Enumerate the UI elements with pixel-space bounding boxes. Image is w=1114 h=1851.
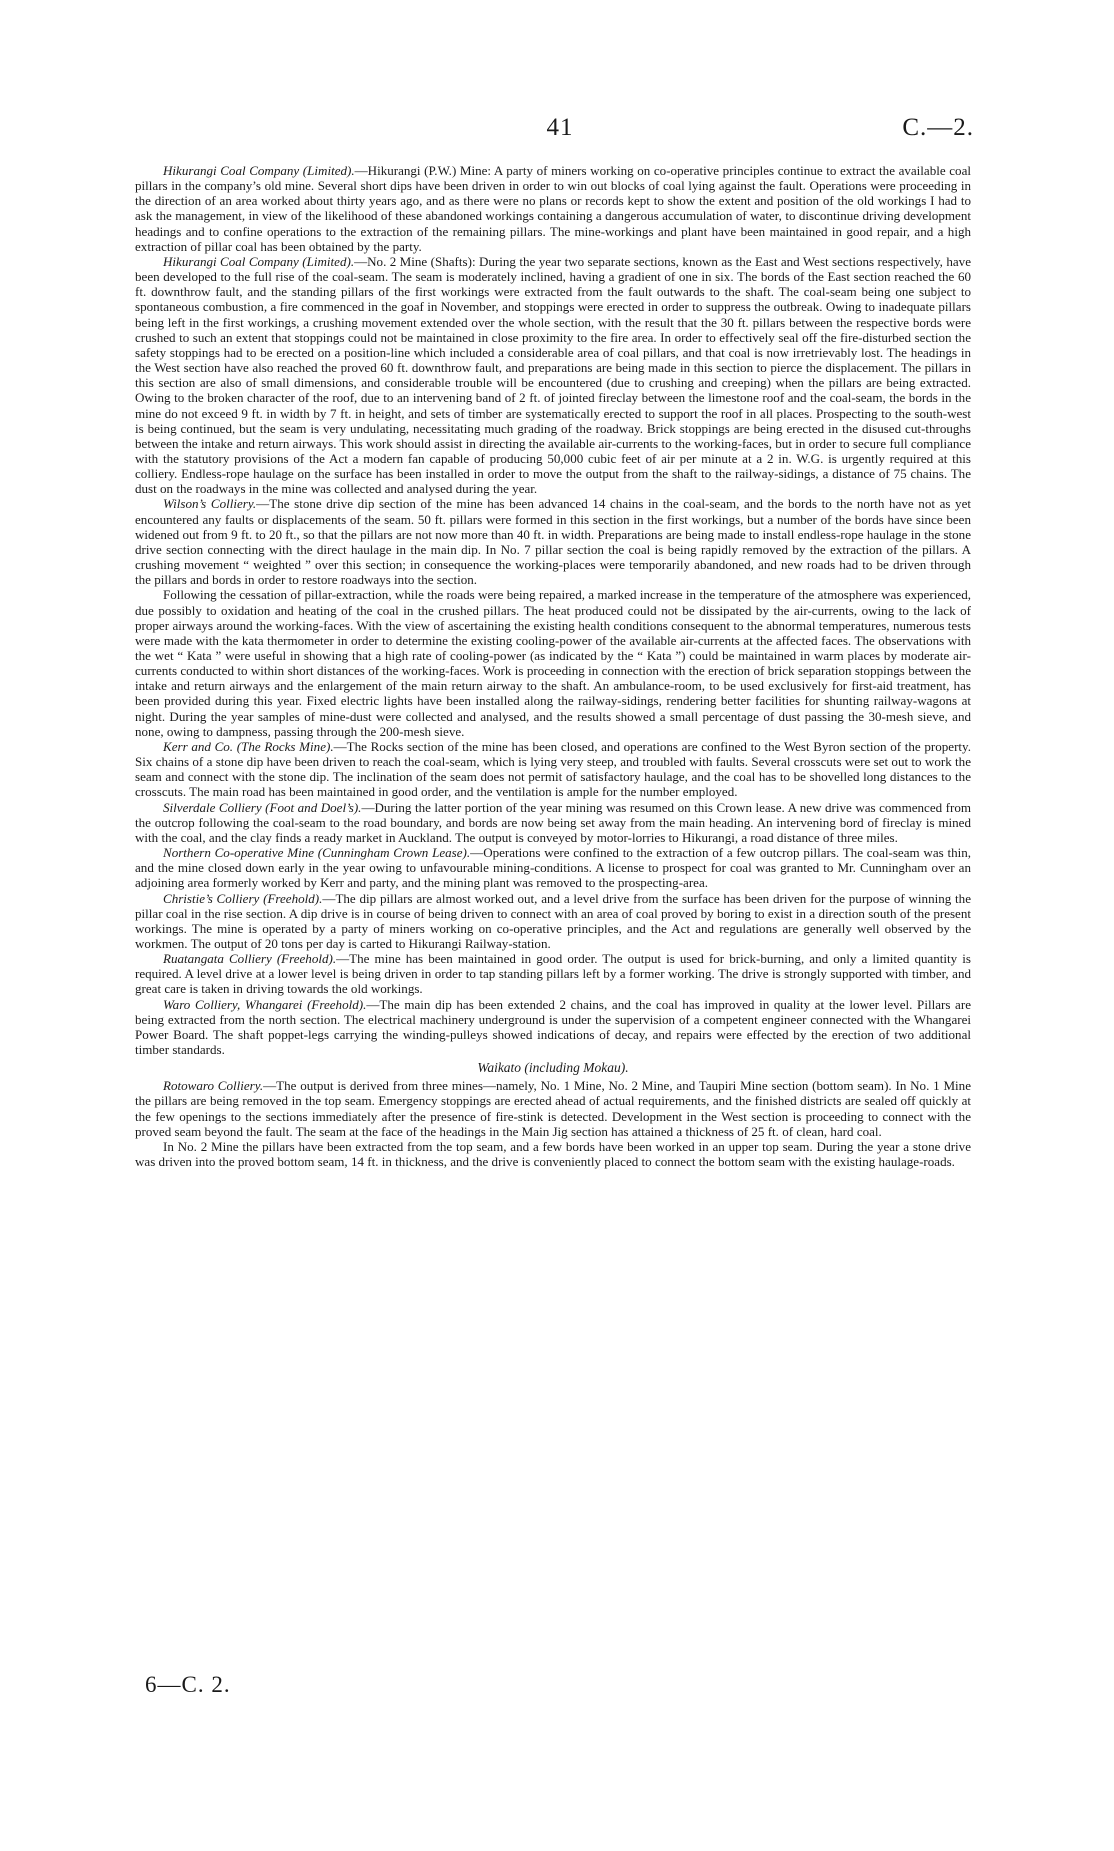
- paragraph-text: —No. 2 Mine (Shafts): During the year two separate sections, known as the East and West sections respectively, have been developed to the full rise of the coal-seam. The seam is moderately inclined, having a gradient of one in six. The bords of the East section reached the 60 ft. downthrow fault, and the standing pillars of the first workings were extracted from the fault outwards to the shaft. The coal-seam being one subject to spontaneous combustion, a fire commenced in the goaf in November, and stoppings were erected in order to suppress the outbreak. Owing to inadequate pillars being left in the first workings, a crushing movement extended over the whole section, with the result that the 30 ft. pillars between the respective bords were crushed to such an extent that stoppings could not be maintained in close proximity to the fire area. In order to effectively seal off the fire-disturbed section the safety stoppings had to be erected on a position-line which included a considerable area of coal pillars, and that coal is now irretrievably lost. The headings in the West section have also reached the proved 60 ft. downthrow fault, and preparations are being made in this section to pierce the displacement. The pillars in this section are also of small dimensions, and considerable trouble will be encountered (due to crushing and creeping) when the pillars are being extracted. Owing to the broken character of the roof, due to an intervening band of 2 ft. of jointed fireclay between the limestone roof and the coal-seam, the bords in the mine do not exceed 9 ft. in width by 7 ft. in height, and sets of timber are systematically erected to support the roof in all places. Prospecting to the south-west is being continued, but the seam is very undulating, necessitating much grading of the roadway. Brick stoppings are being erected in the disused cut-throughs between the intake and return airways. This work should assist in directing the available air-currents to the working-faces, but in order to secure full compliance with the statutory provisions of the Act a modern fan capable of producing 50,000 cubic feet of air per minute at a 2 in. W.G. is urgently required at this colliery. Endless-rope haulage on the surface has been installed in order to move the output from the shaft to the railway-sidings, a distance of 75 chains. The dust on the roadways in the mine was collected and analysed during the year.: [135, 253, 971, 497]
- paragraph-lead: Rotowaro Colliery.: [163, 1078, 264, 1094]
- paragraph-text: —The output is derived from three mines—namely, No. 1 Mine, No. 2 Mine, and Taupiri Mine section (bottom seam). In No. 1 Mine the pillars are being removed in the top seam. Emergency stoppings are erected ahead of actual requirements, and the finished districts are sealed off quickly at the few openings to the sections immediately after the presence of fire-stink is detected. Development in the West section is proceeding to connect with the proved seam beyond the fault. The seam at the face of the headings in the Main Jig section has attained a thickness of 25 ft. of clean, hard coal.: [135, 1078, 971, 1139]
- paragraph-text: In No. 2 Mine the pillars have been extracted from the top seam, and a few bords have been worked in an upper top seam. During the year a stone drive was driven into the proved bottom seam, 14 ft. in thickness, and the drive is conveniently placed to connect the bottom seam with the existing haulage-roads.: [135, 1138, 971, 1169]
- paragraph: [135, 1139, 971, 1169]
- paragraph-lead: Northern Co-operative Mine (Cunningham Crown Lease).: [163, 845, 471, 861]
- document-reference: C.—2.: [902, 114, 974, 141]
- paragraph: [135, 496, 971, 587]
- paragraph: [135, 845, 971, 890]
- paragraph-lead: Hikurangi Coal Company (Limited).: [163, 253, 355, 269]
- paragraph: [135, 800, 971, 845]
- paragraph: [135, 891, 971, 952]
- paragraph-text: —The dip pillars are almost worked out, and a level drive from the surface has been driven for the purpose of winning the pillar coal in the rise section. A dip drive is in course of being driven to connect with an area of coal proved by boring to exist in a direction south of the present workings. The mine is operated by a party of miners working on co-operative principles, and the Act and regulations are generally well observed by the workmen. The output of 20 tons per day is carted to Hikurangi Railway-station.: [135, 890, 971, 951]
- report-body: [135, 163, 971, 1169]
- paragraph: [135, 739, 971, 800]
- paragraph-lead: Kerr and Co. (The Rocks Mine).: [163, 738, 334, 754]
- paragraph-text: —During the latter portion of the year mining was resumed on this Crown lease. A new drive was commenced from the outcrop following the coal-seam to the road boundary, and bords are now being set away from the main heading. An intervening bord of fireclay is mined with the coal, and the clay finds a ready market in Auckland. The output is conveyed by motor-lorries to Hikurangi, a road distance of three miles.: [135, 799, 971, 845]
- paragraph-text: —The mine has been maintained in good order. The output is used for brick-burning, and only a limited quantity is required. A level drive at a lower level is being driven in order to tap standing pillars left by a former working. The drive is strongly supported with timber, and great care is taken in driving towards the old workings.: [135, 951, 971, 997]
- page-number: 41: [546, 114, 574, 141]
- paragraph-lead: Christie’s Colliery (Freehold).: [163, 890, 323, 906]
- paragraph-lead: Silverdale Colliery (Foot and Doel’s).: [163, 799, 362, 815]
- paragraph: [135, 951, 971, 996]
- paragraph-text: —Hikurangi (P.W.) Mine: A party of miners working on co-operative principles continue to extract the available coal pillars in the company’s old mine. Several short dips have been driven in order to win out blocks of coal lying against the fault. Operations were proceeding in the direction of an area worked about thirty years ago, and as there were no plans or records kept to show the extent and position of the old workings I had to ask the management, in view of the likelihood of these abandoned workings containing a dangerous accumulation of water, to discontinue driving development headings and to confine operations to the extraction of the remaining pillars. The mine-workings and plant have been maintained in good repair, and a high extraction of pillar coal has been obtained by the party.: [135, 163, 971, 254]
- paragraph-text: —The main dip has been extended 2 chains, and the coal has improved in quality at the lower level. Pillars are being extracted from the north section. The electrical machinery underground is under the supervision of a competent engineer connected with the Whangarei Power Board. The shaft poppet-legs carrying the winding-pulleys showed indications of decay, and repairs were effected by the erection of two additional timber standards.: [135, 996, 971, 1058]
- section-heading: Waikato (including Mokau).: [477, 1060, 629, 1076]
- footer-signature: 6—C. 2.: [145, 1672, 231, 1697]
- paragraph-text: —The Rocks section of the mine has been closed, and operations are confined to the West Byron section of the property. Six chains of a stone dip have been driven to reach the coal-seam, which is lying very steep, and troubled with faults. Several crosscuts were set out to work the seam and connect with the stone dip. The inclination of the seam does not permit of satisfactory haulage, and the coal has to be shovelled long distances to the crosscuts. The main road has been maintained in good order, and the ventilation is ample for the number employed.: [135, 738, 971, 800]
- paragraph: [135, 1078, 971, 1139]
- paragraph-lead: Waro Colliery, Whangarei (Freehold).: [163, 996, 367, 1012]
- paragraph-lead: Ruatangata Colliery (Freehold).: [163, 951, 337, 967]
- paragraph: [135, 163, 971, 254]
- paragraph-text: Following the cessation of pillar-extraction, while the roads were being repaired, a marked increase in the temperature of the atmosphere was experienced, due possibly to oxidation and heating of the coal in the crushed pillars. The heat produced could not be dissipated by the air-currents, owing to the lack of proper airways around the working-faces. With the view of ascertaining the existing health conditions consequent to the abnormal temperatures, numerous tests were made with the kata thermometer in order to determine the existing cooling-power of the available air-currents at the affected faces. The observations with the wet “ Kata ” were useful in showing that a high rate of cooling-power (as indicated by the “ Kata ”) could be maintained in warm places by moderate air-currents conducted to within short distances of the working-faces. Work is proceeding in connection with the erection of brick separation stoppings between the intake and return airways and the enlargement of the main return airway to the shaft. An ambulance-room, to be used exclusively for first-aid treatment, has been provided during this year. Fixed electric lights have been installed along the railway-sidings, rendering better facilities for shunting railway-wagons at night. During the year samples of mine-dust were collected and analysed, and the results showed a small percentage of dust passing the 30-mesh sieve, and none, owing to dampness, passing through the 200-mesh sieve.: [135, 587, 971, 739]
- paragraph-lead: Wilson’s Colliery.: [163, 496, 257, 512]
- paragraph-text: —Operations were confined to the extraction of a few outcrop pillars. The coal-seam was thin, and the mine closed down early in the year owing to unfavourable mining-conditions. A license to prospect for coal was granted to Mr. Cunningham over an adjoining area formerly worked by Kerr and party, and the mining plant was removed to the prospecting-area.: [135, 845, 972, 891]
- paragraph: [135, 997, 971, 1058]
- paragraph: [135, 254, 971, 497]
- paragraph-lead: Hikurangi Coal Company (Limited).: [163, 163, 355, 178]
- paragraph-text: —The stone drive dip section of the mine has been advanced 14 chains in the coal-seam, and the bords to the north have not as yet encountered any faults or displacements of the seam. 50 ft. pillars were formed in this section in the first workings, but a number of the bords have since been widened out from 9 ft. to 20 ft., so that the pillars are not now more than 40 ft. in width. Preparations are being made to install endless-rope haulage in the stone drive section connecting with the direct haulage in the main dip. In No. 7 pillar section the coal is being rapidly removed by the extraction of the pillars. A crushing movement “ weighted ” over this section; in consequence the working-places were temporarily abandoned, and new roads had to be driven through the pillars and bords in order to restore roadways into the section.: [135, 496, 971, 588]
- paragraph: [135, 587, 971, 739]
